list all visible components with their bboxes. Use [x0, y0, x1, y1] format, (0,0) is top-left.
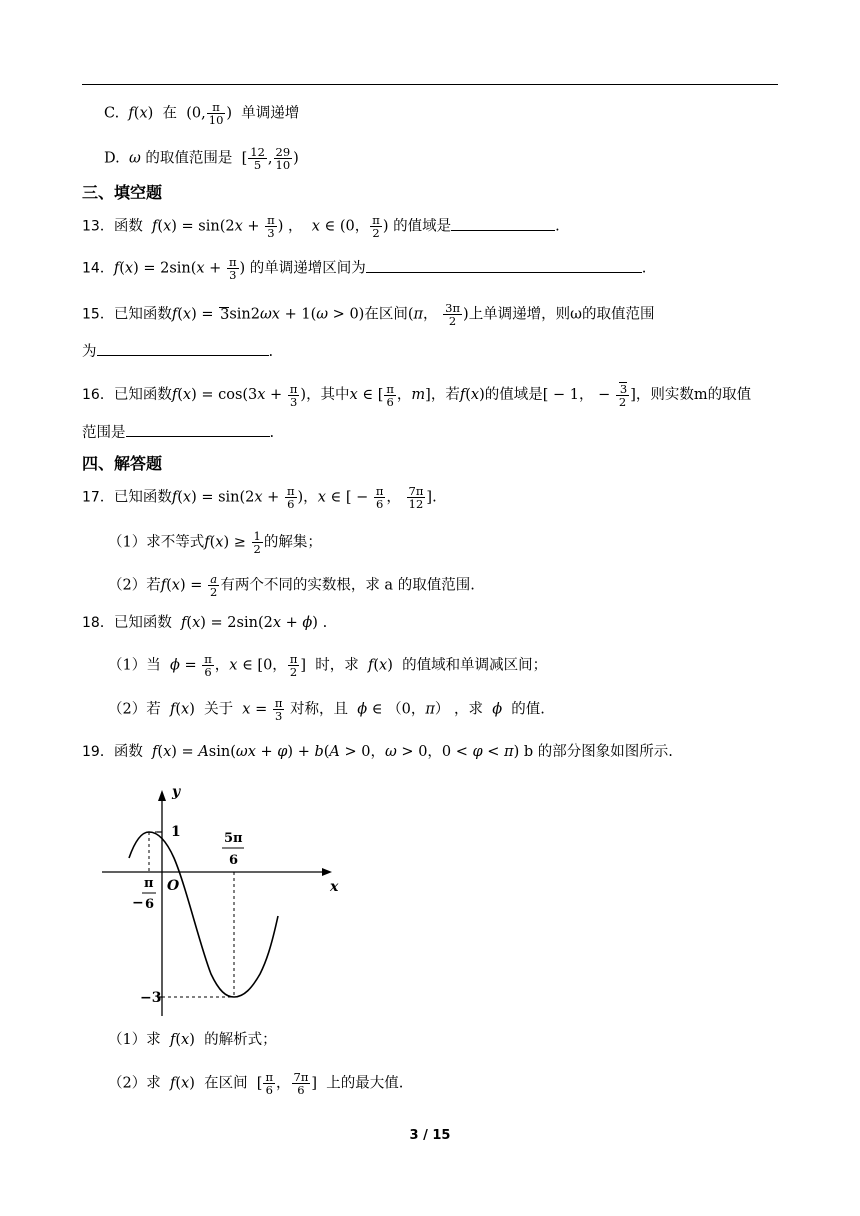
answer-blank[interactable]	[126, 424, 270, 437]
question-16-line2: 范围是 .	[82, 425, 275, 441]
question-14: 14．f(x) = 2sin(x + $\frac{\pi}{3}$ ) 的单调递增区间为 .	[82, 255, 647, 283]
x-right-numerator: 5π	[224, 831, 243, 846]
question-16: 16．已知函数f(x) = cos(3x + $\frac{\pi}{3}$ )，其中x ∈ [ $\frac{\pi}{6}$ ，m]，若f(x)的值域是[ − 1， − $\frac{3}{2}$ ]，则实数m的取值	[82, 381, 752, 410]
question-17-part-2: （2）若f(x) = $\frac{a}{2}$ 有两个不同的实数根，求 a 的取值范围.	[108, 572, 475, 600]
y-max-label: 1	[171, 824, 181, 840]
answer-blank[interactable]	[97, 343, 269, 356]
question-18-part-2: （2）若 f(x) 关于 x = $\frac{\pi}{3}$ 对称，且 ϕ ∈ （0，π） ，求 ϕ 的值.	[108, 696, 545, 724]
x-axis-arrow	[322, 868, 332, 876]
sine-graph-figure	[96, 776, 346, 1021]
x-left-numerator: π	[144, 876, 154, 891]
x-left-sign: −	[132, 895, 144, 911]
page-number: 3 / 15	[409, 1128, 451, 1143]
question-17-part-1: （1）求不等式f(x) ≥ $\frac{1}{2}$ 的解集；	[108, 529, 322, 557]
question-19-part-1: （1）求 f(x) 的解析式；	[108, 1032, 277, 1048]
y-min-label: −3	[140, 990, 162, 1006]
question-18: 18．已知函数 f(x) = 2sin(2x + ϕ) .	[82, 615, 328, 631]
y-axis-arrow	[158, 790, 166, 801]
question-15: 15．已知函数f(x) = 3sin2ωx + 1(ω > 0)在区间(π， $\frac{3\pi}{2}$ )上单调递增，则ω的取值范围	[82, 301, 655, 329]
sine-curve	[129, 832, 278, 997]
option-d: D. ω 的取值范围是 [ $\frac{12}{5}$ , $\frac{29}{10}$ )	[104, 145, 299, 173]
origin-label: O	[167, 878, 180, 894]
section-fill-blank: 三、填空题	[82, 183, 163, 202]
option-c: C. f(x) 在 (0, $\frac{\pi}{10}$ ) 单调递增	[104, 100, 300, 128]
top-rule	[82, 84, 778, 85]
question-19-part-2: （2）求 f(x) 在区间 [ $\frac{\pi}{6}$ ， $\frac{7\pi}{6}$ ] 上的最大值.	[108, 1070, 404, 1098]
answer-blank[interactable]	[451, 218, 555, 231]
x-right-denominator: 6	[229, 853, 239, 868]
answer-blank[interactable]	[366, 260, 642, 273]
question-13: 13．函数 f(x) = sin(2x + $\frac{\pi}{3}$ ) ， x ∈ (0， $\frac{\pi}{2}$ ) 的值域是 .	[82, 213, 560, 241]
question-15-line2: 为 .	[82, 344, 274, 360]
x-left-denominator: 6	[145, 897, 155, 912]
section-answer: 四、解答题	[82, 454, 163, 473]
question-19: 19．函数 f(x) = Asin(ωx + φ) + b(A > 0，ω > 0，0 < φ < π) b 的部分图象如图所示.	[82, 744, 673, 760]
question-18-part-1: （1）当 ϕ = $\frac{\pi}{6}$ ，x ∈ [0， $\frac{\pi}{2}$ ] 时，求 f(x) 的值域和单调减区间；	[108, 652, 548, 680]
x-axis-label: x	[330, 879, 339, 895]
y-axis-label: y	[172, 784, 181, 800]
question-17: 17．已知函数f(x) = sin(2x + $\frac{\pi}{6}$ )，x ∈ [ − $\frac{\pi}{6}$ ， $\frac{7\pi}{12}$ ].	[82, 484, 437, 512]
